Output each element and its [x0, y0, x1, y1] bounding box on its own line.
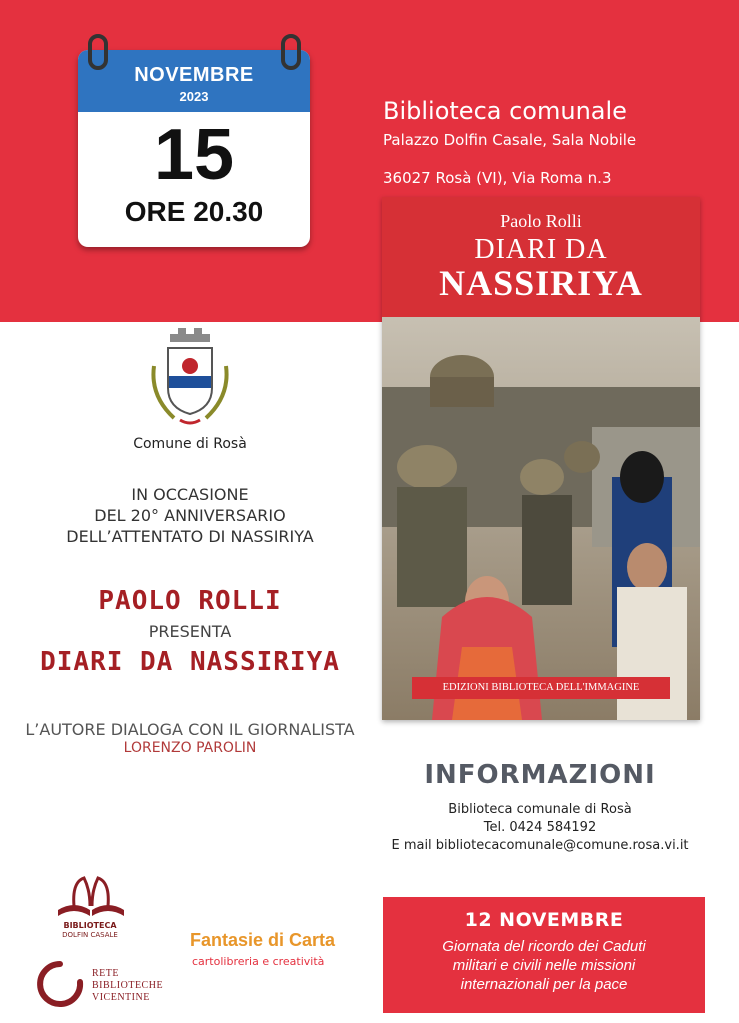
remembrance-description [383, 937, 705, 994]
remembrance-line2: militari e civili nelle missioni [452, 957, 636, 974]
occasion-line1: IN OCCASIONE [131, 485, 249, 504]
info-library: Biblioteca comunale di Rosà [448, 802, 632, 817]
book-title-line1: DIARI DA [474, 234, 608, 265]
presents-label: PRESENTA [148, 622, 232, 641]
remembrance-day-box [383, 897, 705, 1013]
venue-hall: Palazzo Dolfin Casale, Sala Nobile [383, 131, 637, 149]
coat-of-arms-icon [144, 326, 236, 430]
venue-name: Biblioteca comunale [383, 97, 627, 125]
rete-biblioteche-logo-icon [36, 960, 84, 1008]
info-email: E mail bibliotecacomunale@comune.rosa.vi.it [391, 838, 689, 853]
remembrance-line1: Giornata del ricordo dei Caduti [442, 938, 646, 955]
shop-logo-sub: cartolibreria e creatività [192, 955, 325, 968]
info-phone: Tel. 0424 584192 [483, 820, 597, 835]
occasion-text [0, 484, 380, 547]
rete-logo-line1: RETE [92, 968, 119, 979]
calendar-header [78, 50, 310, 112]
book-title: DIARI DA NASSIRIYA [40, 647, 340, 677]
calendar-year: 2023 [179, 89, 209, 104]
event-time: ORE 20.30 [124, 196, 264, 227]
venue-address: 36027 Rosà (VI), Via Roma n.3 [383, 169, 612, 187]
library-logo-sub: DOLFIN CASALE [62, 931, 118, 939]
journalist-name: LORENZO PAROLIN [123, 740, 257, 756]
book-cover-header [382, 197, 700, 317]
remembrance-date: 12 NOVEMBRE [464, 909, 624, 931]
occasion-line2: DEL 20° ANNIVERSARIO [94, 506, 286, 525]
calendar-ring-icon [281, 34, 301, 70]
calendar-ring-icon [88, 34, 108, 70]
calendar-month: NOVEMBRE [134, 64, 254, 86]
shop-logo-text: Fantasie di Carta [190, 930, 336, 950]
remembrance-line3: internazionali per la pace [460, 976, 628, 993]
rete-logo-line3: VICENTINE [92, 992, 150, 1003]
library-logo-icon [50, 870, 132, 922]
occasion-line3: DELL’ATTENTATO DI NASSIRIYA [66, 527, 314, 546]
book-publisher: EDIZIONI BIBLIOTECA DELL'IMMAGINE [412, 677, 670, 699]
municipality-name: Comune di Rosà [133, 436, 247, 452]
library-logo-name: BIBLIOTECA [63, 921, 117, 930]
rete-logo-line2: BIBLIOTECHE [92, 980, 164, 991]
presenter-name: PAOLO ROLLI [98, 586, 282, 616]
book-author: Paolo Rolli [500, 211, 582, 231]
shop-logo-name [190, 930, 335, 951]
calendar-day: 15 [153, 115, 235, 195]
info-heading: INFORMAZIONI [424, 760, 656, 790]
book-cover-photo [382, 317, 700, 720]
calendar-card [78, 50, 310, 247]
book-cover [382, 197, 700, 720]
dialog-text: L’AUTORE DIALOGA CON IL GIORNALISTA [25, 720, 355, 739]
book-title-line2: NASSIRIYA [439, 263, 643, 303]
